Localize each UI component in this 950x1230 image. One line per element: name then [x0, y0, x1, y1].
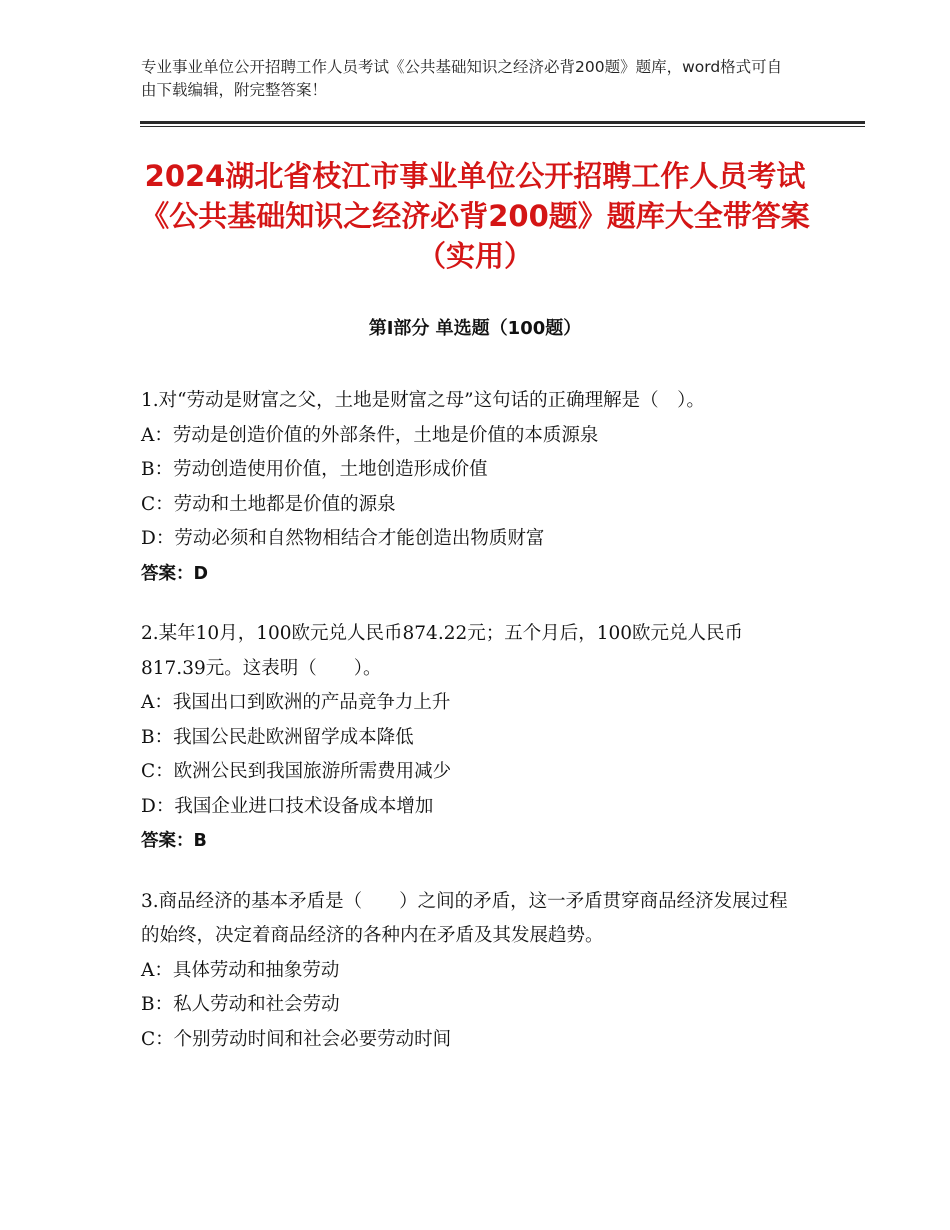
question-text: 3.商品经济的基本矛盾是（ ）之间的矛盾，这一矛盾贯穿商品经济发展过程的始终，决定着商品经济的各种内在矛盾及其发展趋势。	[141, 890, 788, 946]
question-option: A：我国出口到欧洲的产品竞争力上升	[141, 692, 451, 713]
question-option: C：欧洲公民到我国旅游所需费用减少	[141, 761, 452, 782]
question-answer: 答案：D	[141, 563, 209, 584]
header-divider	[140, 121, 865, 127]
question-item	[141, 384, 801, 591]
header-note: 专业事业单位公开招聘工作人员考试《公共基础知识之经济必背200题》题库，word格式可自由下载编辑，附完整答案！	[141, 58, 783, 99]
question-item	[141, 885, 801, 1058]
question-answer: 答案：B	[141, 831, 207, 851]
question-option: D：我国企业进口技术设备成本增加	[141, 795, 434, 817]
question-option: B：私人劳动和社会劳动	[141, 994, 340, 1015]
question-text: 2.某年10月，100欧元兑人民币874.22元；五个月后，100欧元兑人民币817.39元。这表明（ ）。	[141, 623, 744, 679]
question-option: C：劳动和土地都是价值的源泉	[141, 493, 396, 515]
question-option: A：具体劳动和抽象劳动	[141, 959, 340, 981]
document-title: 2024湖北省枝江市事业单位公开招聘工作人员考试《公共基础知识之经济必背200题》题库大全带答案（实用）	[140, 159, 810, 273]
question-option: B：我国公民赴欧洲留学成本降低	[141, 726, 414, 748]
section-heading: 第I部分 单选题（100题）	[368, 318, 582, 339]
question-list	[141, 384, 801, 1083]
question-option: C：个别劳动时间和社会必要劳动时间	[141, 1028, 452, 1050]
question-option: A：劳动是创造价值的外部条件，土地是价值的本质源泉	[141, 424, 599, 446]
question-text: 1.对“劳动是财富之父，土地是财富之母”这句话的正确理解是（ ）。	[141, 390, 705, 411]
question-option: B：劳动创造使用价值，土地创造形成价值	[141, 459, 488, 480]
question-option: D：劳动必须和自然物相结合才能创造出物质财富	[141, 528, 545, 549]
question-item	[141, 617, 801, 859]
